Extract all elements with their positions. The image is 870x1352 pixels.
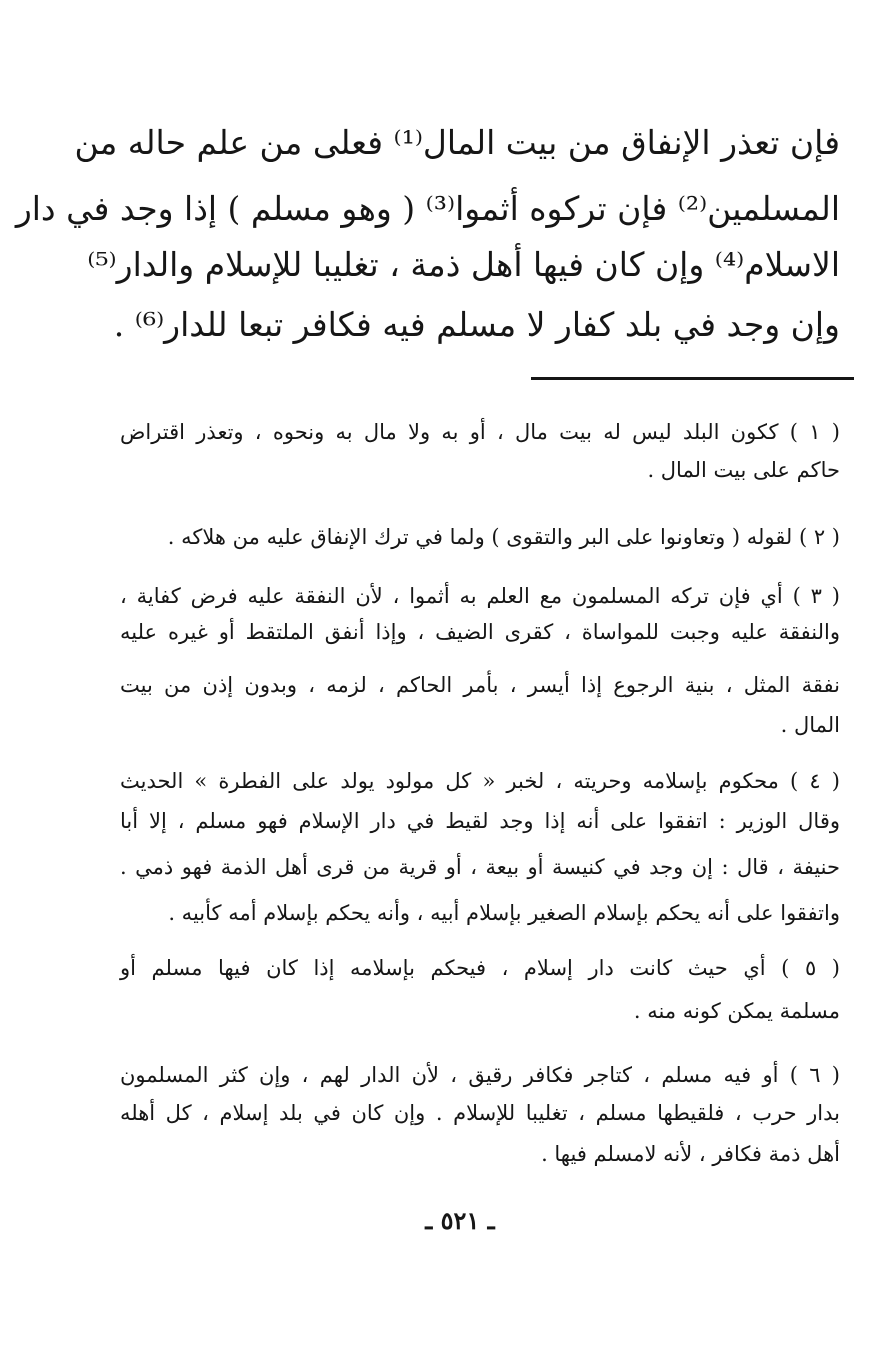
main-text-line: المسلمين⁽²⁾ فإن تركوه أثموا⁽³⁾ ( وهو مسلم ) إذا وجد في دار xyxy=(15,189,840,228)
main-text-line: وإن وجد في بلد كفار لا مسلم فيه فكافر تبعا للدار⁽⁶⁾ . xyxy=(113,305,840,344)
footnote-3-line: ( ٣ ) أي فإن تركه المسلمون مع العلم به أثموا ، لأن النفقة عليه فرض كفاية ، xyxy=(120,584,840,608)
footnote-3-line: نفقة المثل ، بنية الرجوع إذا أيسر ، بأمر الحاكم ، لزمه ، وبدون إذن من بيت xyxy=(120,673,840,697)
footnote-1-line: حاكم على بيت المال . xyxy=(647,458,840,482)
footnote-2-line: ( ٢ ) لقوله ( وتعاونوا على البر والتقوى ) ولما في ترك الإنفاق عليه من هلاكه . xyxy=(167,525,840,549)
footnote-4-line: حنيفة ، قال : إن وجد في كنيسة أو بيعة ، أو قرية من قرى أهل الذمة فهو ذمي . xyxy=(120,855,840,879)
footnote-6-line: بدار حرب ، فلقيطها مسلم ، تغليبا للإسلام . وإن كان في بلد إسلام ، كل أهله xyxy=(120,1101,840,1125)
footnote-6-line: ( ٦ ) أو فيه مسلم ، كتاجر فكافر رقيق ، لأن الدار لهم ، وإن كثر المسلمون xyxy=(120,1063,840,1087)
main-text-line: الاسلام⁽⁴⁾ وإن كان فيها أهل ذمة ، تغليبا للإسلام والدار⁽⁵⁾ xyxy=(87,245,840,284)
footnote-1-line: ( ١ ) ككون البلد ليس له بيت مال ، أو به ولا مال به ونحوه ، وتعذر اقتراض xyxy=(120,420,840,444)
footnote-3-line: والنفقة عليه وجبت للمواساة ، كقرى الضيف ، وإذا أنفق الملتقط أو غيره عليه xyxy=(120,620,840,644)
footnote-divider xyxy=(531,377,854,380)
footnote-4-line: واتفقوا على أنه يحكم بإسلام الصغير بإسلام أبيه ، وأنه يحكم بإسلام أمه كأبيه . xyxy=(168,901,840,925)
footnote-5-line: مسلمة يمكن كونه منه . xyxy=(633,999,840,1023)
footnote-4-line: ( ٤ ) محكوم بإسلامه وحريته ، لخبر « كل مولود يولد على الفطرة » الحديث xyxy=(120,769,840,793)
page-number: ـ ٥٢١ ـ xyxy=(425,1206,495,1235)
footnote-6-line: أهل ذمة فكافر ، لأنه لامسلم فيها . xyxy=(541,1142,840,1166)
main-text-line: فإن تعذر الإنفاق من بيت المال⁽¹⁾ فعلى من علم حاله من xyxy=(74,123,840,162)
footnote-5-line: ( ٥ ) أي حيث كانت دار إسلام ، فيحكم بإسلامه إذا كان فيها مسلم أو xyxy=(120,956,840,980)
footnote-3-line: المال . xyxy=(780,713,840,737)
footnote-4-line: وقال الوزير : اتفقوا على أنه إذا وجد لقيط في دار الإسلام فهو مسلم ، إلا أبا xyxy=(120,809,840,833)
